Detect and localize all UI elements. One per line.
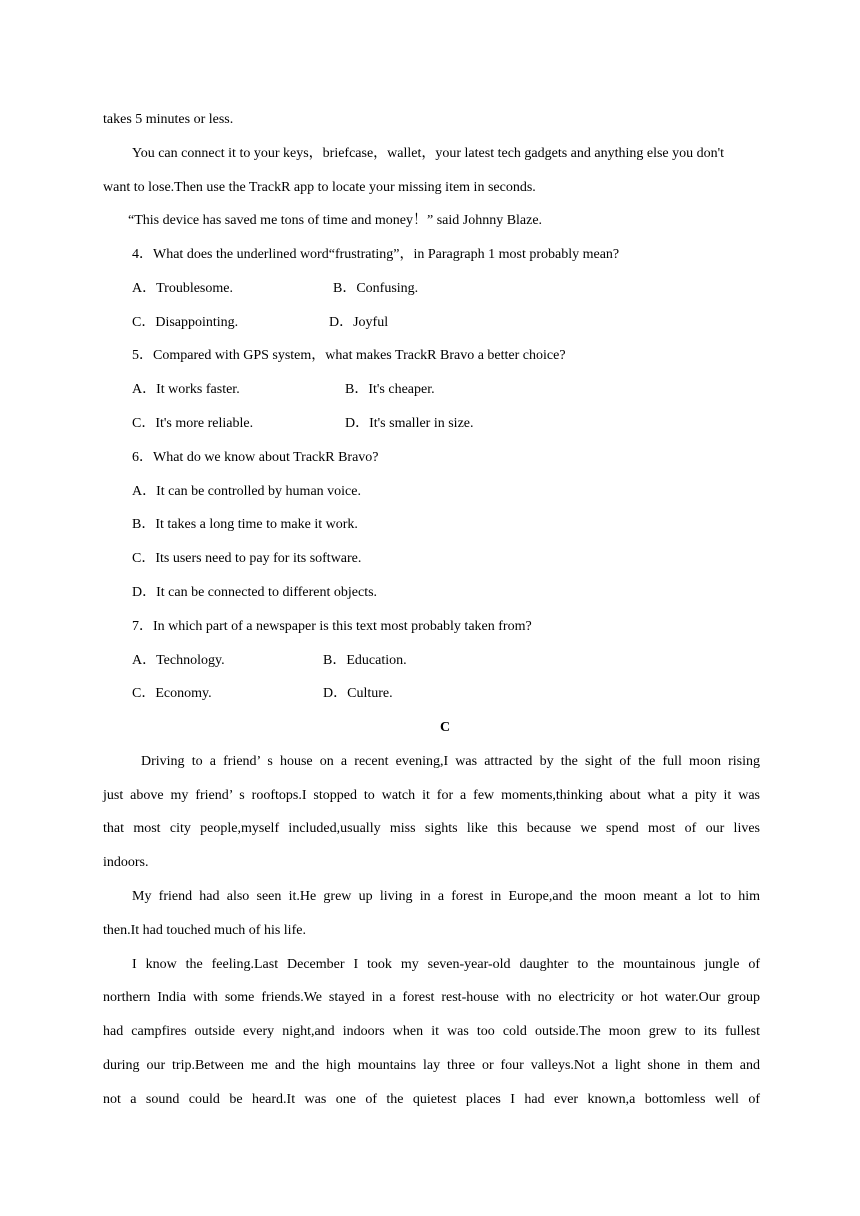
option-c: C．Disappointing. [132,315,239,330]
paragraph-line: had campfires outside every night,and indoors when it was too cold outside.The moon grew to its fullest [103,1024,760,1039]
question-7-options-row-1 [132,652,760,670]
option-d: D．It can be connected to different objects. [132,585,378,600]
option-b: B．It's cheaper. [345,382,435,397]
question-7-options-row-2 [132,685,760,703]
paragraph-line: then.It had touched much of his life. [103,923,306,938]
paragraph-line: My friend had also seen it.He grew up living in a forest in Europe,and the moon meant a lot to him [132,889,760,904]
paragraph-line: not a sound could be heard.It was one of the quietest places I had ever known,a bottomless well of [103,1092,760,1107]
paragraph-line: indoors. [103,855,149,870]
option-d: D．It's smaller in size. [345,416,474,431]
option-d: D．Culture. [323,686,393,701]
question-6-stem: 6．What do we know about TrackR Bravo? [132,450,379,465]
option-d: D．Joyful [329,315,389,330]
question-5-stem: 5．Compared with GPS system，what makes TrackR Bravo a better choice? [132,348,566,363]
question-4-stem: 4．What does the underlined word“frustrating”，in Paragraph 1 most probably mean? [132,247,620,262]
option-a: A．Technology. [132,653,225,668]
option-a: A．It works faster. [132,382,240,397]
option-a: A．It can be controlled by human voice. [132,484,361,499]
paragraph-line: during our trip.Between me and the high mountains lay three or four valleys.Not a light shone in them and [103,1058,760,1073]
passage-quote: “This device has saved me tons of time and money！” said Johnny Blaze. [128,213,543,228]
question-4-options-row-1 [132,280,760,298]
passage-line: takes 5 minutes or less. [103,112,234,127]
paragraph-line: I know the feeling.Last December I took my seven-year-old daughter to the mountainous jungle of [132,957,760,972]
passage-line: You can connect it to your keys，briefcase，wallet，your latest tech gadgets and anything else you don't [132,146,725,161]
question-7-stem: 7．In which part of a newspaper is this text most probably taken from? [132,619,532,634]
option-b: B．Confusing. [333,281,419,296]
question-5-options-row-1 [132,381,760,399]
paragraph-line: that most city people,myself included,usually miss sights like this because we spend most of our lives [103,821,760,836]
question-5-options-row-2 [132,415,760,433]
option-c: C．It's more reliable. [132,416,254,431]
paragraph-line: Driving to a friend’ s house on a recent evening,I was attracted by the sight of the full moon rising [141,754,760,769]
section-heading: C [439,720,451,735]
paragraph-line: just above my friend’ s rooftops.I stopped to watch it for a few moments,thinking about what a pity it was [103,788,760,803]
option-b: B．It takes a long time to make it work. [132,517,358,532]
passage-line: want to lose.Then use the TrackR app to locate your missing item in seconds. [103,180,536,195]
option-c: C．Its users need to pay for its software. [132,551,362,566]
paragraph-line: northern India with some friends.We stayed in a forest rest-house with no electricity or hot water.Our group [103,990,760,1005]
option-a: A．Troublesome. [132,281,233,296]
option-b: B．Education. [323,653,407,668]
question-4-options-row-2 [132,314,760,332]
option-c: C．Economy. [132,686,212,701]
